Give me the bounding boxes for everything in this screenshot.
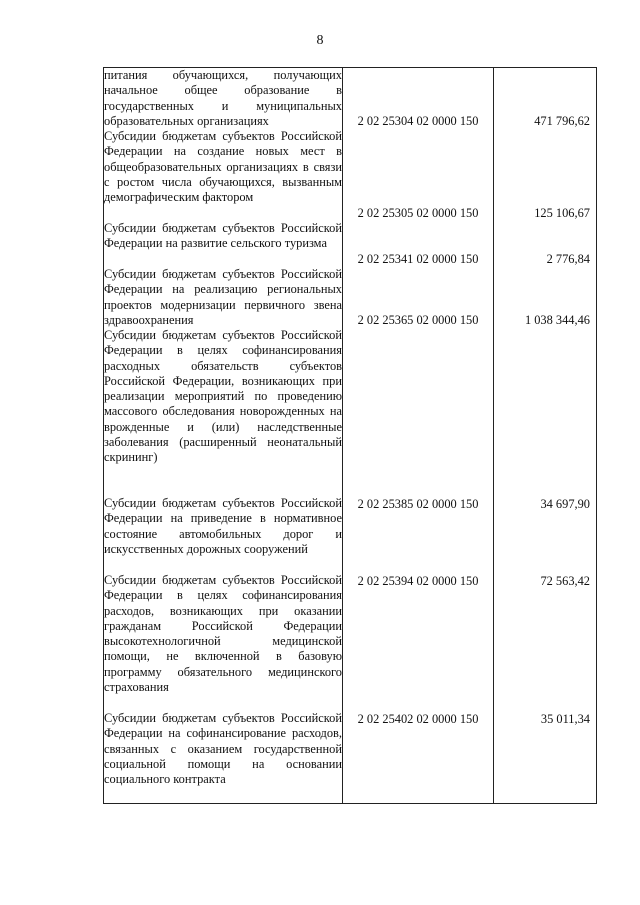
row-1-amount: 471 796,62 — [534, 114, 590, 128]
amount-cell — [494, 68, 597, 804]
page-number: 8 — [316, 33, 324, 48]
row-7-amount: 35 011,34 — [540, 712, 590, 726]
row-6-name: Субсидии бюджетам субъектов Российской Федерации на приведение в нормативное состояние автомобильных дорог и искусственных дорожных сооружений — [104, 496, 342, 556]
row-3-code: 2 02 25341 02 0000 150 — [357, 252, 479, 266]
row-1-code: 2 02 25304 02 0000 150 — [357, 114, 479, 128]
row-4-name: Субсидии бюджетам субъектов Российской Федерации на реализацию региональных проектов модернизации первичного звена здравоохранения — [104, 267, 342, 327]
row-8-name: Субсидии бюджетам субъектов Российской Федерации на софинансирование расходов, связанных с оказанием государственной социальной помощи на основании социального контракта — [104, 711, 342, 787]
row-1-name: питания обучающихся, получающих начальное общее образование в государственных и муниципальных образовательных организациях — [104, 68, 342, 128]
row-6-amount: 72 563,42 — [540, 574, 590, 588]
row-7-name: Субсидии бюджетам субъектов Российской Федерации в целях софинансирования расходов, возникающих при оказании гражданам Российской Федерации высокотехнологичной медицинской помощи, не включенной в базовую программу обязательного медицинского страхования — [104, 573, 342, 695]
row-5-name: Субсидии бюджетам субъектов Российской Федерации в целях софинансирования расходных обязательств субъектов Российской Федерации, возникающих при реализации мероприятий по проведению массового обследования новорожденных на врожденные и (или) наследственные заболевания (расширенный неонатальный скрининг) — [104, 328, 342, 465]
row-4-code: 2 02 25365 02 0000 150 — [357, 313, 479, 327]
row-2-name: Субсидии бюджетам субъектов Российской Федерации на создание новых мест в общеобразовательных организациях в связи с ростом числа обучающихся, вызванным демографическим фактором — [104, 129, 342, 205]
row-2-amount: 125 106,67 — [534, 206, 590, 220]
row-7-code: 2 02 25402 02 0000 150 — [357, 712, 479, 726]
row-5-code: 2 02 25385 02 0000 150 — [357, 497, 479, 511]
revenue-name-cell — [104, 68, 343, 804]
row-5-amount: 34 697,90 — [540, 497, 590, 511]
row-3-name: Субсидии бюджетам субъектов Российской Федерации на развитие сельского туризма — [104, 221, 342, 251]
row-4-amount: 1 038 344,46 — [524, 313, 590, 327]
budget-revenue-table — [103, 67, 597, 804]
row-6-code: 2 02 25394 02 0000 150 — [357, 574, 479, 588]
row-2-code: 2 02 25305 02 0000 150 — [357, 206, 479, 220]
budget-code-cell — [343, 68, 494, 804]
row-3-amount: 2 776,84 — [546, 252, 590, 266]
table-row — [104, 68, 597, 804]
